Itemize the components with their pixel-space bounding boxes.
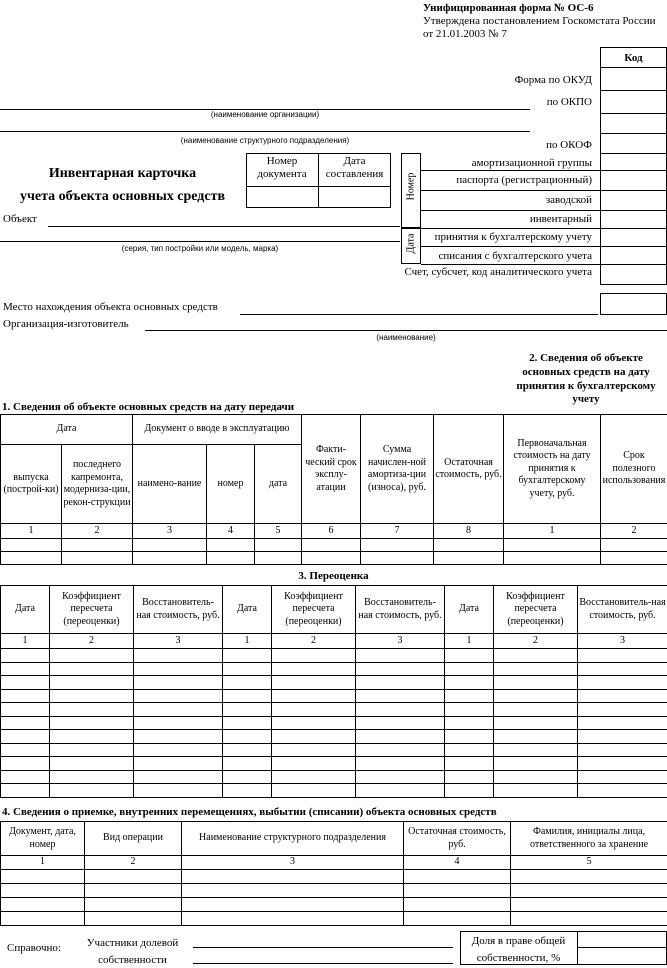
account-label: Счет, субсчет, код аналитического учета — [380, 266, 592, 279]
cell[interactable] — [511, 883, 667, 897]
num: 2 — [50, 634, 134, 649]
num: 3 — [134, 634, 223, 649]
cell[interactable] — [404, 897, 511, 911]
cell[interactable] — [578, 676, 667, 690]
cell[interactable] — [504, 552, 601, 565]
cell[interactable] — [223, 689, 272, 703]
cell[interactable] — [601, 539, 667, 552]
cell[interactable] — [494, 676, 578, 690]
section3-table — [0, 585, 667, 798]
section1-table — [0, 414, 504, 565]
cell[interactable] — [134, 730, 223, 744]
cell[interactable] — [50, 770, 134, 784]
cell[interactable] — [223, 716, 272, 730]
cell[interactable] — [134, 716, 223, 730]
cell[interactable] — [62, 552, 133, 565]
cell[interactable] — [1, 757, 50, 771]
h3-cost: Восстановитель-ная стоимость, руб. — [134, 586, 223, 634]
cell[interactable] — [1, 911, 85, 925]
cell[interactable] — [494, 689, 578, 703]
num: 3 — [578, 634, 667, 649]
cell[interactable] — [223, 743, 272, 757]
card-title-1: Инвентарная карточка — [0, 166, 245, 182]
amort-group-label: амортизационной группы — [421, 157, 592, 170]
share-label: Доля в праве общей собственности, % — [460, 933, 577, 966]
cell[interactable] — [272, 784, 356, 798]
num: 2 — [85, 856, 182, 870]
h-release: выпуска (построй-ки) — [1, 445, 62, 524]
cell[interactable] — [272, 662, 356, 676]
card-title-2: учета объекта основных средств — [0, 189, 245, 205]
cell[interactable] — [85, 911, 182, 925]
approved-date: от 21.01.2003 № 7 — [423, 28, 507, 41]
h3-date: Дата — [1, 586, 50, 634]
cell[interactable] — [445, 649, 494, 663]
cell[interactable] — [445, 689, 494, 703]
okpo-label: по ОКПО — [440, 96, 592, 109]
cell[interactable] — [134, 757, 223, 771]
h-doc: Документ о вводе в эксплуатацию — [133, 415, 302, 445]
num: 3 — [182, 856, 404, 870]
cell[interactable] — [223, 662, 272, 676]
cell[interactable] — [356, 689, 445, 703]
cell[interactable] — [272, 649, 356, 663]
section3-title: 3. Переоценка — [0, 570, 667, 583]
h-fact: Факти-ческий срок эксплу-атации — [302, 415, 361, 524]
written-off-label: списания с бухгалтерского учета — [421, 250, 592, 263]
cell[interactable] — [494, 716, 578, 730]
cell[interactable] — [182, 869, 404, 883]
cell[interactable] — [445, 743, 494, 757]
cell[interactable] — [578, 770, 667, 784]
okud-label: Форма по ОКУД — [440, 74, 592, 87]
cell[interactable] — [578, 730, 667, 744]
cell[interactable] — [578, 757, 667, 771]
h-docdate: дата — [255, 445, 302, 524]
cell[interactable] — [404, 883, 511, 897]
cell[interactable] — [445, 703, 494, 717]
h3-coef: Коэффициент пересчета (переоценки) — [494, 586, 578, 634]
kod-header: Код — [600, 52, 667, 65]
cell[interactable] — [223, 703, 272, 717]
h-repair: последнего капремонта, модерниза-ции, рекон-струкции — [62, 445, 133, 524]
cell[interactable] — [1, 897, 85, 911]
cell[interactable] — [356, 676, 445, 690]
section1-title: 1. Сведения об объекте основных средств на дату передачи — [2, 401, 294, 414]
cell[interactable] — [50, 784, 134, 798]
cell[interactable] — [445, 770, 494, 784]
num: 6 — [302, 524, 361, 539]
cell[interactable] — [1, 649, 50, 663]
cell[interactable] — [255, 552, 302, 565]
num: 1 — [1, 634, 50, 649]
object-caption: (серия, тип постройки или модель, марка) — [0, 244, 400, 253]
cell[interactable] — [134, 649, 223, 663]
cell[interactable] — [85, 869, 182, 883]
cell[interactable] — [134, 676, 223, 690]
h-residual: Остаточная стоимость, руб. — [434, 415, 504, 524]
cell[interactable] — [1, 689, 50, 703]
cell[interactable] — [134, 689, 223, 703]
cell[interactable] — [356, 743, 445, 757]
cell[interactable] — [445, 716, 494, 730]
cell[interactable] — [578, 743, 667, 757]
h4-residual: Остаточная стоимость, руб. — [404, 822, 511, 856]
factory-label: заводской — [421, 194, 592, 207]
cell[interactable] — [182, 911, 404, 925]
cell[interactable] — [50, 716, 134, 730]
cell[interactable] — [272, 757, 356, 771]
h3-date: Дата — [445, 586, 494, 634]
code-box — [600, 47, 667, 285]
cell[interactable] — [50, 703, 134, 717]
participants-label: Участники долевой собственности — [80, 935, 185, 968]
section4-title: 4. Сведения о приемке, внутренних перемещениях, выбытии (списании) объекта основных средств — [2, 806, 497, 819]
cell[interactable] — [207, 539, 255, 552]
cell[interactable] — [134, 743, 223, 757]
cell[interactable] — [356, 784, 445, 798]
num: 5 — [511, 856, 667, 870]
num: 2 — [62, 524, 133, 539]
cell[interactable] — [356, 662, 445, 676]
h3-date: Дата — [223, 586, 272, 634]
inventory-label: инвентарный — [421, 213, 592, 226]
cell[interactable] — [1, 539, 62, 552]
doc-date-label: Дата составления — [318, 155, 391, 180]
h-date: Дата — [1, 415, 133, 445]
num: 4 — [207, 524, 255, 539]
cell[interactable] — [578, 662, 667, 676]
h4-subdiv: Наименование структурного подразделения — [182, 822, 404, 856]
cell[interactable] — [302, 539, 361, 552]
cell[interactable] — [50, 649, 134, 663]
h4-person: Фамилия, инициалы лица, ответственного за хранение — [511, 822, 667, 856]
cell[interactable] — [578, 784, 667, 798]
cell[interactable] — [50, 757, 134, 771]
h4-doc: Документ, дата, номер — [1, 822, 85, 856]
num: 1 — [445, 634, 494, 649]
place-label: Место нахождения объекта основных средств — [3, 301, 218, 314]
cell[interactable] — [494, 743, 578, 757]
cell[interactable] — [85, 897, 182, 911]
cell[interactable] — [85, 883, 182, 897]
cell[interactable] — [578, 689, 667, 703]
org-caption: (наименование организации) — [0, 110, 530, 119]
cell[interactable] — [356, 770, 445, 784]
h-number: номер — [207, 445, 255, 524]
cell[interactable] — [134, 703, 223, 717]
cell[interactable] — [511, 911, 667, 925]
cell[interactable] — [1, 662, 50, 676]
cell[interactable] — [134, 662, 223, 676]
cell[interactable] — [494, 703, 578, 717]
cell[interactable] — [494, 662, 578, 676]
subdiv-caption: (наименование структурного подразделения) — [0, 136, 530, 145]
cell[interactable] — [207, 552, 255, 565]
section2-title: 2. Сведения об объекте основных средств на дату принятия к бухгалтерскому учету — [505, 352, 667, 407]
cell[interactable] — [356, 716, 445, 730]
num: 1 — [223, 634, 272, 649]
cell[interactable] — [134, 770, 223, 784]
form-title: Унифицированная форма № ОС-6 — [423, 2, 593, 15]
cell[interactable] — [445, 676, 494, 690]
cell[interactable] — [272, 730, 356, 744]
doc-number-label: Номер документа — [246, 155, 318, 180]
cell[interactable] — [601, 552, 667, 565]
cell[interactable] — [50, 676, 134, 690]
cell[interactable] — [182, 883, 404, 897]
cell[interactable] — [272, 676, 356, 690]
cell[interactable] — [578, 649, 667, 663]
cell[interactable] — [1, 784, 50, 798]
nomer-label: Номер — [406, 155, 417, 219]
accepted-label: принятия к бухгалтерскому учету — [421, 231, 592, 244]
cell[interactable] — [494, 770, 578, 784]
num: 4 — [404, 856, 511, 870]
cell[interactable] — [182, 897, 404, 911]
cell[interactable] — [445, 757, 494, 771]
cell[interactable] — [223, 676, 272, 690]
cell[interactable] — [62, 539, 133, 552]
cell[interactable] — [50, 689, 134, 703]
cell[interactable] — [404, 869, 511, 883]
cell[interactable] — [356, 649, 445, 663]
cell[interactable] — [272, 689, 356, 703]
cell[interactable] — [50, 743, 134, 757]
h-name: наимено-вание — [133, 445, 207, 524]
cell[interactable] — [1, 703, 50, 717]
cell[interactable] — [494, 730, 578, 744]
passport-label: паспорта (регистрационный) — [421, 174, 592, 187]
num: 8 — [434, 524, 504, 539]
cell[interactable] — [1, 743, 50, 757]
okof-label: по ОКОФ — [440, 139, 592, 152]
cell[interactable] — [494, 784, 578, 798]
num: 2 — [272, 634, 356, 649]
cell[interactable] — [1, 869, 85, 883]
cell[interactable] — [133, 552, 207, 565]
cell[interactable] — [272, 716, 356, 730]
cell[interactable] — [445, 730, 494, 744]
data-label: Дата — [406, 224, 417, 264]
cell[interactable] — [223, 757, 272, 771]
h3-cost: Восстановитель-ная стоимость, руб. — [356, 586, 445, 634]
cell[interactable] — [1, 552, 62, 565]
cell[interactable] — [134, 784, 223, 798]
cell[interactable] — [361, 539, 434, 552]
num: 1 — [1, 524, 62, 539]
cell[interactable] — [223, 649, 272, 663]
h4-op: Вид операции — [85, 822, 182, 856]
cell[interactable] — [272, 743, 356, 757]
name-caption: (наименование) — [145, 333, 667, 342]
cell[interactable] — [133, 539, 207, 552]
section2-table — [503, 414, 667, 565]
cell[interactable] — [434, 552, 504, 565]
cell[interactable] — [356, 703, 445, 717]
h3-coef: Коэффициент пересчета (переоценки) — [50, 586, 134, 634]
cell[interactable] — [50, 662, 134, 676]
cell[interactable] — [578, 703, 667, 717]
approved-text: Утверждена постановлением Госкомстата России — [423, 15, 655, 28]
cell[interactable] — [511, 869, 667, 883]
cell[interactable] — [1, 770, 50, 784]
num: 5 — [255, 524, 302, 539]
num: 2 — [601, 524, 667, 539]
cell[interactable] — [272, 770, 356, 784]
cell[interactable] — [445, 784, 494, 798]
cell[interactable] — [272, 703, 356, 717]
cell[interactable] — [1, 730, 50, 744]
cell[interactable] — [404, 911, 511, 925]
manufacturer-label: Организация-изготовитель — [3, 318, 129, 331]
cell[interactable] — [223, 730, 272, 744]
object-label: Объект — [3, 213, 37, 226]
ref-label: Справочно: — [7, 942, 61, 955]
cell[interactable] — [494, 757, 578, 771]
section4-table — [0, 821, 667, 926]
h3-coef: Коэффициент пересчета (переоценки) — [272, 586, 356, 634]
cell[interactable] — [302, 552, 361, 565]
h-life: Срок полезного использования — [601, 415, 667, 524]
num: 2 — [494, 634, 578, 649]
num: 3 — [356, 634, 445, 649]
cell[interactable] — [223, 770, 272, 784]
cell[interactable] — [504, 539, 601, 552]
num: 7 — [361, 524, 434, 539]
num: 1 — [504, 524, 601, 539]
h3-cost: Восстановитель-ная стоимость, руб. — [578, 586, 667, 634]
num: 1 — [1, 856, 85, 870]
cell[interactable] — [511, 897, 667, 911]
cell[interactable] — [356, 757, 445, 771]
num: 3 — [133, 524, 207, 539]
cell[interactable] — [50, 730, 134, 744]
cell[interactable] — [255, 539, 302, 552]
cell[interactable] — [223, 784, 272, 798]
h-initial: Первоначальная стоимость на дату принятия к бухгалтерскому учету, руб. — [504, 415, 601, 524]
cell[interactable] — [356, 730, 445, 744]
cell[interactable] — [1, 716, 50, 730]
cell[interactable] — [361, 552, 434, 565]
cell[interactable] — [494, 649, 578, 663]
cell[interactable] — [434, 539, 504, 552]
h-amort: Сумма начислен-ной амортиза-ции (износа), руб. — [361, 415, 434, 524]
cell[interactable] — [578, 716, 667, 730]
cell[interactable] — [1, 883, 85, 897]
cell[interactable] — [445, 662, 494, 676]
cell[interactable] — [1, 676, 50, 690]
